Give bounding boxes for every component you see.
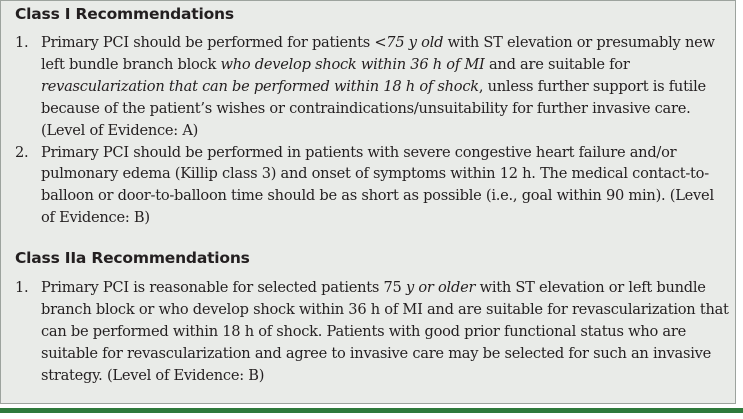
item-number: 2. [15,143,29,161]
list-item [15,277,731,387]
text-run: Primary PCI should be performed for patients [41,34,375,51]
text-run: with ST elevation or left bundle branch block or who develop shock within 36 h of MI and are suitable for revascularization that can be performed within 18 h of shock. Patients with good prior functional status who are suitable for revascularization and agree to invasive care may be selected for such an invasive strategy. (Level of Evidence: B) [41,279,729,384]
text-run: y or older [405,279,476,296]
recommendation-text [41,142,731,230]
list-item [15,32,731,142]
text-run: and are suitable for [484,55,630,73]
text-run: Primary PCI is reasonable for selected patients 75 [41,279,406,296]
list-item [15,142,731,230]
recommendation-text [41,277,731,387]
text-run: , unless further support is futile because of the patient’s wishes or contraindications/unsuitability for further invasive care. (Level of Evidence: A) [41,77,706,139]
text-run: revascularization that can be performed within 18 h of shock [41,77,479,95]
text-run: with ST elevation or presumably new left bundle branch block [41,34,715,73]
item-number: 1. [15,34,29,51]
section-title-class-iia: Class IIa Recommendations [15,249,250,267]
bottom-rule [0,408,743,413]
section-title-class-i: Class I Recommendations [15,5,234,23]
text-run: <75 y old [374,34,444,51]
recommendation-list-class-iia [15,277,731,387]
recommendation-list-class-i [15,32,731,229]
text-run: Primary PCI should be performed in patients with severe congestive heart failure and/or pulmonary edema (Killip class 3) and onset of symptoms within 12 h. The medical contact-to-balloon or door-to-balloon time should be as short as possible (i.e., goal within 90 min). (Level of Evidence: B) [41,143,714,227]
text-run: who develop shock within 36 h of MI [220,55,485,73]
recommendation-text [41,32,731,142]
item-number: 1. [15,279,29,296]
